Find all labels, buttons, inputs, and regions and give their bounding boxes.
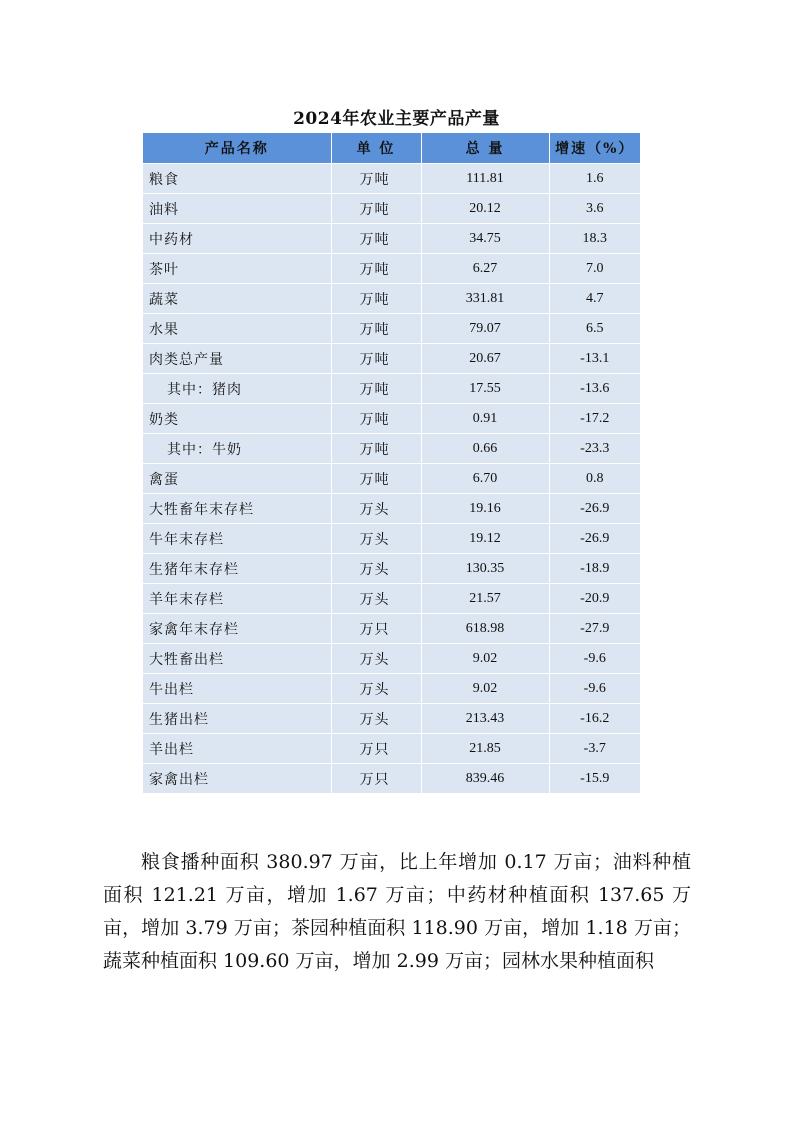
cell-unit: 万吨 bbox=[331, 314, 421, 344]
cell-total: 331.81 bbox=[421, 284, 549, 314]
cell-product-name: 粮食 bbox=[143, 164, 331, 194]
cell-product-name: 中药材 bbox=[143, 224, 331, 254]
table-row bbox=[143, 164, 640, 194]
cell-product-name: 大牲畜年末存栏 bbox=[143, 494, 331, 524]
table-row bbox=[143, 194, 640, 224]
cell-unit: 万吨 bbox=[331, 374, 421, 404]
cell-unit: 万吨 bbox=[331, 164, 421, 194]
table-row bbox=[143, 584, 640, 614]
cell-unit: 万头 bbox=[331, 704, 421, 734]
cell-growth: 6.5 bbox=[549, 314, 640, 344]
header-growth: 增速（%） bbox=[549, 133, 640, 164]
cell-unit: 万头 bbox=[331, 674, 421, 704]
cell-growth: 3.6 bbox=[549, 194, 640, 224]
cell-total: 0.91 bbox=[421, 404, 549, 434]
cell-product-name: 其中：牛奶 bbox=[143, 434, 331, 464]
cell-unit: 万头 bbox=[331, 584, 421, 614]
table-row bbox=[143, 404, 640, 434]
cell-unit: 万吨 bbox=[331, 344, 421, 374]
cell-product-name: 其中：猪肉 bbox=[143, 374, 331, 404]
table-row bbox=[143, 314, 640, 344]
cell-product-name: 蔬菜 bbox=[143, 284, 331, 314]
cell-product-name: 生猪年末存栏 bbox=[143, 554, 331, 584]
table-row bbox=[143, 254, 640, 284]
cell-product-name: 油料 bbox=[143, 194, 331, 224]
cell-unit: 万吨 bbox=[331, 404, 421, 434]
cell-unit: 万吨 bbox=[331, 224, 421, 254]
cell-growth: 7.0 bbox=[549, 254, 640, 284]
cell-growth: -9.6 bbox=[549, 674, 640, 704]
cell-product-name: 牛出栏 bbox=[143, 674, 331, 704]
cell-total: 130.35 bbox=[421, 554, 549, 584]
table-body bbox=[143, 164, 640, 794]
cell-total: 9.02 bbox=[421, 674, 549, 704]
cell-total: 0.66 bbox=[421, 434, 549, 464]
cell-product-name: 肉类总产量 bbox=[143, 344, 331, 374]
table-row bbox=[143, 734, 640, 764]
table-row bbox=[143, 344, 640, 374]
header-unit: 单 位 bbox=[331, 133, 421, 164]
cell-total: 34.75 bbox=[421, 224, 549, 254]
page-title: 2024年农业主要产品产量 bbox=[293, 109, 500, 129]
cell-total: 20.67 bbox=[421, 344, 549, 374]
cell-product-name: 羊年末存栏 bbox=[143, 584, 331, 614]
cell-total: 17.55 bbox=[421, 374, 549, 404]
cell-growth: -23.3 bbox=[549, 434, 640, 464]
cell-growth: -9.6 bbox=[549, 644, 640, 674]
cell-unit: 万吨 bbox=[331, 434, 421, 464]
body-paragraph: 粮食播种面积 380.97 万亩，比上年增加 0.17 万亩；油料种植面积 121.21 万亩，增加 1.67 万亩；中药材种植面积 137.65 万亩，增加 3.79 万亩；茶园种植面积 118.90 万亩，增加 1.18 万亩；蔬菜种植面积 109.60 万亩，增加 2.99 万亩；园林水果种植面积 bbox=[103, 851, 691, 972]
cell-growth: -26.9 bbox=[549, 524, 640, 554]
table-row bbox=[143, 644, 640, 674]
table-row bbox=[143, 524, 640, 554]
cell-total: 111.81 bbox=[421, 164, 549, 194]
cell-unit: 万头 bbox=[331, 644, 421, 674]
cell-total: 213.43 bbox=[421, 704, 549, 734]
cell-growth: 1.6 bbox=[549, 164, 640, 194]
cell-unit: 万头 bbox=[331, 554, 421, 584]
cell-unit: 万吨 bbox=[331, 254, 421, 284]
cell-growth: -16.2 bbox=[549, 704, 640, 734]
cell-total: 19.12 bbox=[421, 524, 549, 554]
header-product-name: 产品名称 bbox=[143, 133, 331, 164]
cell-product-name: 茶叶 bbox=[143, 254, 331, 284]
cell-growth: -3.7 bbox=[549, 734, 640, 764]
cell-product-name: 大牲畜出栏 bbox=[143, 644, 331, 674]
table-row bbox=[143, 614, 640, 644]
cell-growth: -18.9 bbox=[549, 554, 640, 584]
cell-total: 19.16 bbox=[421, 494, 549, 524]
cell-unit: 万只 bbox=[331, 614, 421, 644]
cell-growth: -13.1 bbox=[549, 344, 640, 374]
cell-total: 618.98 bbox=[421, 614, 549, 644]
cell-product-name: 水果 bbox=[143, 314, 331, 344]
cell-growth: 0.8 bbox=[549, 464, 640, 494]
cell-unit: 万头 bbox=[331, 524, 421, 554]
table-row bbox=[143, 284, 640, 314]
table-row bbox=[143, 464, 640, 494]
table-row bbox=[143, 494, 640, 524]
cell-total: 839.46 bbox=[421, 764, 549, 794]
table-row bbox=[143, 764, 640, 794]
cell-growth: -20.9 bbox=[549, 584, 640, 614]
cell-total: 20.12 bbox=[421, 194, 549, 224]
table-row bbox=[143, 374, 640, 404]
cell-total: 79.07 bbox=[421, 314, 549, 344]
cell-unit: 万只 bbox=[331, 734, 421, 764]
cell-total: 6.27 bbox=[421, 254, 549, 284]
cell-total: 21.85 bbox=[421, 734, 549, 764]
cell-growth: -17.2 bbox=[549, 404, 640, 434]
cell-growth: -26.9 bbox=[549, 494, 640, 524]
cell-growth: 4.7 bbox=[549, 284, 640, 314]
data-table bbox=[143, 133, 640, 793]
cell-unit: 万吨 bbox=[331, 284, 421, 314]
header-total: 总 量 bbox=[421, 133, 549, 164]
cell-product-name: 羊出栏 bbox=[143, 734, 331, 764]
cell-total: 21.57 bbox=[421, 584, 549, 614]
table-row bbox=[143, 704, 640, 734]
cell-product-name: 生猪出栏 bbox=[143, 704, 331, 734]
cell-unit: 万头 bbox=[331, 494, 421, 524]
cell-unit: 万吨 bbox=[331, 194, 421, 224]
table-row bbox=[143, 434, 640, 464]
table-row bbox=[143, 224, 640, 254]
cell-unit: 万只 bbox=[331, 764, 421, 794]
cell-product-name: 家禽出栏 bbox=[143, 764, 331, 794]
cell-unit: 万吨 bbox=[331, 464, 421, 494]
table-header-row bbox=[143, 133, 640, 164]
cell-growth: 18.3 bbox=[549, 224, 640, 254]
cell-product-name: 家禽年末存栏 bbox=[143, 614, 331, 644]
cell-total: 9.02 bbox=[421, 644, 549, 674]
cell-growth: -13.6 bbox=[549, 374, 640, 404]
cell-growth: -15.9 bbox=[549, 764, 640, 794]
cell-product-name: 牛年末存栏 bbox=[143, 524, 331, 554]
table-row bbox=[143, 674, 640, 704]
cell-growth: -27.9 bbox=[549, 614, 640, 644]
cell-total: 6.70 bbox=[421, 464, 549, 494]
cell-product-name: 奶类 bbox=[143, 404, 331, 434]
cell-product-name: 禽蛋 bbox=[143, 464, 331, 494]
table-row bbox=[143, 554, 640, 584]
